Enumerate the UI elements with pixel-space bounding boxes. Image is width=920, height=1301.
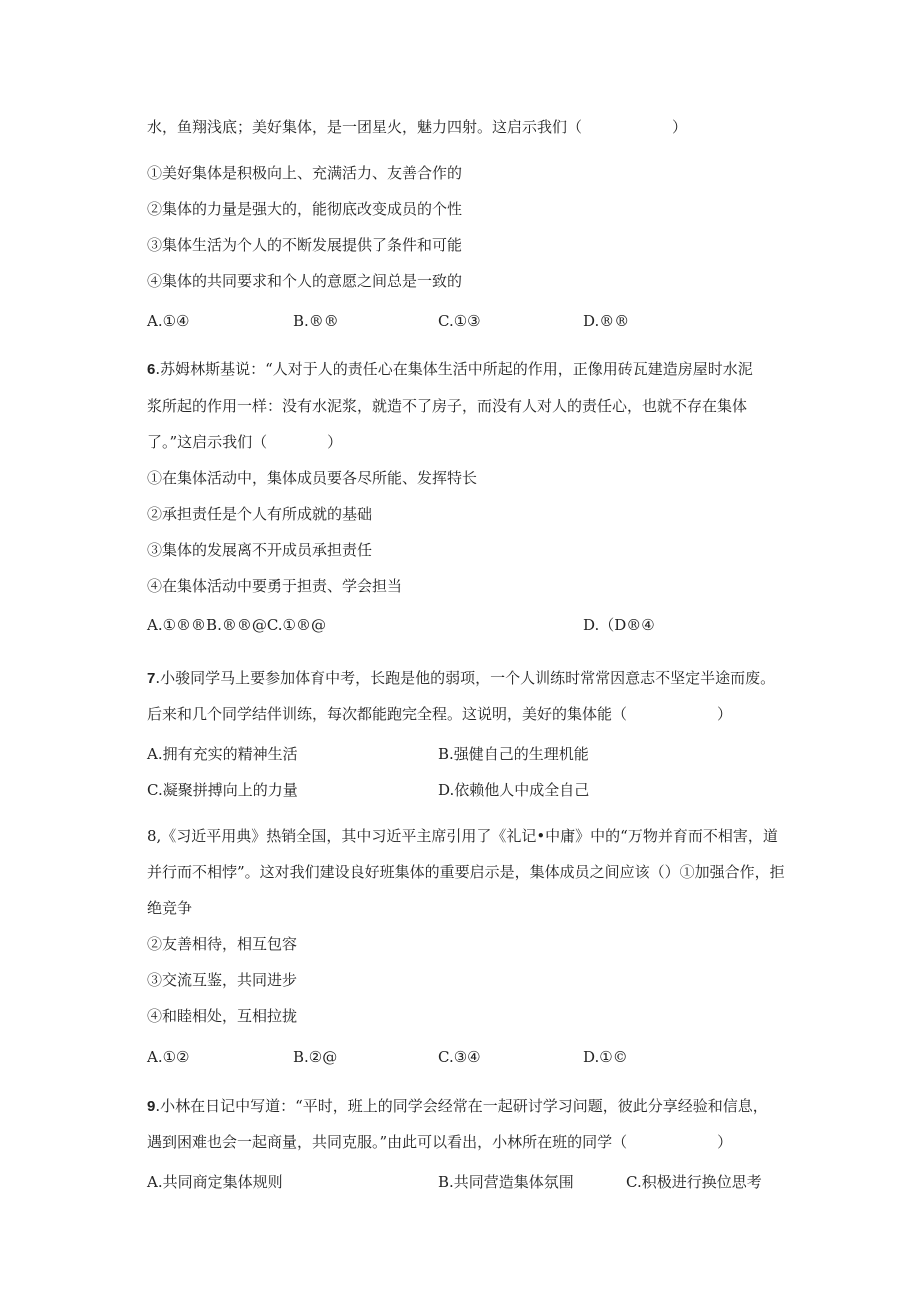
q8-option-d: D.①©: [583, 1048, 628, 1066]
q7-stem-text-1: .小骏同学马上要参加体育中考，长跑是他的弱项，一个人训练时常常因意志不坚定半途而废。: [155, 669, 776, 687]
q8-item-4: ④和睦相处，互相拉拢: [147, 1007, 298, 1025]
q5-item-4: ④集体的共同要求和个人的意愿之间总是一致的: [147, 272, 463, 290]
q8-option-a: A.①②: [147, 1048, 190, 1066]
q9-option-c: C.积极进行换位思考: [626, 1173, 762, 1191]
q6-stem-line-3: 了。”这启示我们（ ）: [147, 433, 343, 451]
q9-option-b: B.共同营造集体氛围: [438, 1173, 574, 1191]
q5-option-b: B.®®: [293, 312, 339, 330]
q7-option-b: B.强健自己的生理机能: [438, 745, 589, 763]
q9-option-a: A.共同商定集体规则: [147, 1173, 283, 1191]
q5-item-2: ②集体的力量是强大的，能彻底改变成员的个性: [147, 200, 463, 218]
q9-number: 9: [147, 1098, 156, 1115]
q7-option-d: D.依赖他人中成全自己: [438, 781, 590, 799]
q8-item-2: ②友善相待，相互包容: [147, 935, 298, 953]
q7-option-c: C.凝聚拼搏向上的力量: [147, 781, 298, 799]
q8-stem-line-3: 绝竞争: [147, 899, 193, 917]
q5-option-d: D.®®: [583, 312, 630, 330]
q8-item-3: ③交流互鉴，共同进步: [147, 971, 298, 989]
q6-item-1: ①在集体活动中，集体成员要各尽所能、发挥特长: [147, 469, 478, 487]
q6-item-4: ④在集体活动中要勇于担责、学会担当: [147, 577, 403, 595]
q6-option-d: D.（D®④: [583, 616, 655, 634]
q6-number: 6: [147, 361, 156, 378]
q5-stem-tail: 水，鱼翔浅底；美好集体，是一团星火，魅力四射。这启示我们（ ）: [147, 118, 688, 136]
q6-stem-text-1: .苏姆林斯基说：“人对于人的责任心在集体生活中所起的作用，正像用砖瓦建造房屋时水泥: [155, 360, 753, 378]
q5-option-a: A.①④: [147, 312, 190, 330]
q8-option-c: C.③④: [438, 1048, 481, 1066]
q9-stem-line-2: 遇到困难也会一起商量，共同克服。”由此可以看出，小林所在班的同学（ ）: [147, 1133, 733, 1151]
q9-stem-text-1: .小林在日记中写道：“平时，班上的同学会经常在一起研讨学习问题，彼此分享经验和信息，: [155, 1097, 768, 1115]
q5-item-3: ③集体生活为个人的不断发展提供了条件和可能: [147, 236, 463, 254]
q7-stem-line-1: [147, 668, 775, 689]
q5-item-1: ①美好集体是积极向上、充满活力、友善合作的: [147, 164, 463, 182]
q6-stem-line-2: 浆所起的作用一样：没有水泥浆，就造不了房子，而没有人对人的责任心，也就不存在集体: [147, 397, 748, 415]
q6-item-3: ③集体的发展离不开成员承担责任: [147, 541, 373, 559]
q8-stem-line-1: 8,《习近平用典》热销全国，其中习近平主席引用了《礼记•中庸》中的“万物并育而不相害，道: [147, 827, 778, 845]
q7-stem-line-2: 后来和几个同学结伴训练，每次都能跑完全程。这说明，美好的集体能（ ）: [147, 705, 733, 723]
q6-stem-line-1: [147, 359, 753, 380]
q8-stem-line-2: 并行而不相悖”。这对我们建设良好班集体的重要启示是，集体成员之间应该（）①加强合作，拒: [147, 863, 785, 881]
q6-options-abc: A.①®®B.®®@C.①®@: [147, 616, 326, 634]
q9-stem-line-1: [147, 1096, 768, 1117]
q8-option-b: B.②@: [293, 1048, 338, 1066]
q7-number: 7: [147, 670, 156, 687]
q6-item-2: ②承担责任是个人有所成就的基础: [147, 505, 373, 523]
q5-option-c: C.①③: [438, 312, 481, 330]
q7-option-a: A.拥有充实的精神生活: [147, 745, 298, 763]
